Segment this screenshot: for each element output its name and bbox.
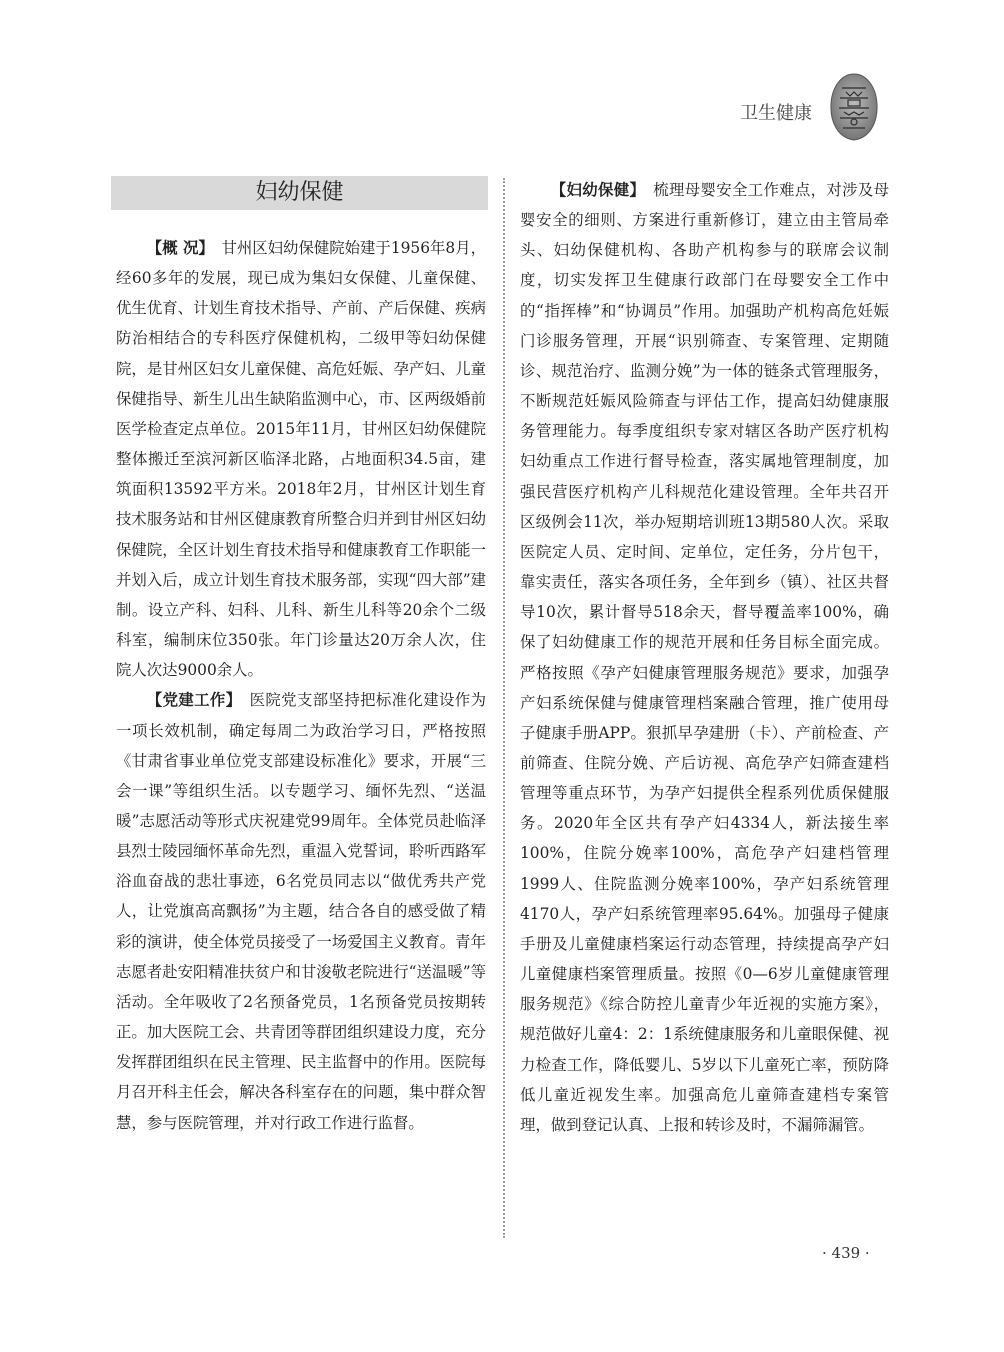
right-column <box>520 175 889 1140</box>
column-divider <box>503 178 505 1238</box>
section-title: 妇幼保健 <box>255 180 344 205</box>
party-building-paragraph <box>116 685 486 1137</box>
party-building-text: 医院党支部坚持把标准化建设作为一项长效机制，确定每周二为政治学习日，严格按照《甘肃省事业单位党支部建设标准化》要求，开展“三会一课”等组织生活。以专题学习、缅怀先烈、“送温暖”志愿活动等形式庆祝建党99周年。全体党员赴临泽县烈士陵园缅怀革命先烈，重温入党誓词，聆听西路军浴血奋战的悲壮事迹，6名党员同志以“做优秀共产党人，让党旗高高飘扬”为主题，结合各自的感受做了精彩的演讲，使全体党员接受了一场爱国主义教育。青年志愿者赴安阳精准扶贫户和甘浚敬老院进行“送温暖”等活动。全年吸收了2名预备党员，1名预备党员按期转正。加大医院工会、共青团等群团组织建设力度，充分发挥群团组织在民主管理、民主监督中的作用。医院每月召开科主任会，解决各科室存在的问题，集中群众智慧，参与医院管理，并对行政工作进行监督。 <box>116 691 486 1132</box>
maternal-child-health-text: 梳理母婴安全工作难点，对涉及母婴安全的细则、方案进行重新修订，建立由主管局牵头、妇幼保健机构、各助产机构参与的联席会议制度，切实发挥卫生健康行政部门在母婴安全工作中的“指挥棒”和“协调员”作用。加强助产机构高危妊娠门诊服务管理，开展“识别筛查、专案管理、定期随诊、规范治疗、监测分娩”为一体的链条式管理服务，不断规范妊娠风险筛查与评估工作，提高妇幼健康服务管理能力。每季度组织专家对辖区各助产医疗机构妇幼重点工作进行督导检查，落实属地管理制度，加强民营医疗机构产儿科规范化建设管理。全年共召开区级例会11次，举办短期培训班13期580人次。采取医院定人员、定时间、定单位，定任务，分片包干，靠实责任，落实各项任务，全年到乡（镇）、社区共督导10次，累计督导518余天，督导覆盖率100%，确保了妇幼健康工作的规范开展和任务目标全面完成。严格按照《孕产妇健康管理服务规范》要求，加强孕产妇系统保健与健康管理档案融合管理，推广使用母子健康手册APP。狠抓早孕建册（卡）、产前检查、产前筛查、住院分娩、产后访视、高危孕产妇筛查建档管理等重点环节，为孕产妇提供全程系列优质保健服务。2020年全区共有孕产妇4334人，新法接生率100%，住院分娩率100%，高危孕产妇建档管理1999人、住院监测分娩率100%，孕产妇系统管理4170人，孕产妇系统管理率95.64%。加强母子健康手册及儿童健康档案运行动态管理，持续提高孕产妇儿童健康档案管理质量。按照《0—6岁儿童健康管理服务规范》《综合防控儿童青少年近视的实施方案》，规范做好儿童4：2：1系统健康服务和儿童眼保健、视力检查工作，降低婴儿、5岁以下儿童死亡率，预防降低儿童近视发生率。加强高危儿童筛查建档专案管理，做到登记认真、上报和转诊及时，不漏筛漏管。 <box>520 181 889 1134</box>
page-number: · 439 · <box>822 1244 870 1262</box>
left-column <box>116 233 486 1138</box>
overview-text: 甘州区妇幼保健院始建于1956年8月，经60多年的发展，现已成为集妇女保健、儿童保健、优生优育、计划生育技术指导、产前、产后保健、疾病防治相结合的专科医疗保健机构，二级甲等妇幼保健院，是甘州区妇女儿童保健、高危妊娠、孕产妇、儿童保健指导、新生儿出生缺陷监测中心，市、区两级婚前医学检查定点单位。2015年11月，甘州区妇幼保健院整体搬迁至滨河新区临泽北路，占地面积34.5亩，建筑面积13592平方米。2018年2月，甘州区计划生育技术服务站和甘州区健康教育所整合归并到甘州区妇幼保健院，全区计划生育技术指导和健康教育工作职能一并划入后，成立计划生育技术服务部，实现“四大部”建制。设立产科、妇科、儿科、新生儿科等20余个二级科室，编制床位350张。年门诊量达20万余人次，住院人次达9000余人。 <box>116 239 486 680</box>
party-building-keyword: 【党建工作】 <box>146 691 234 710</box>
overview-keyword: 【概 况】 <box>146 239 207 257</box>
bronze-vessel-emblem-icon <box>828 72 880 142</box>
maternal-child-health-paragraph <box>520 175 889 1140</box>
overview-paragraph <box>116 233 486 685</box>
running-header-title: 卫生健康 <box>740 103 812 124</box>
maternal-child-health-keyword: 【妇幼保健】 <box>550 181 638 199</box>
